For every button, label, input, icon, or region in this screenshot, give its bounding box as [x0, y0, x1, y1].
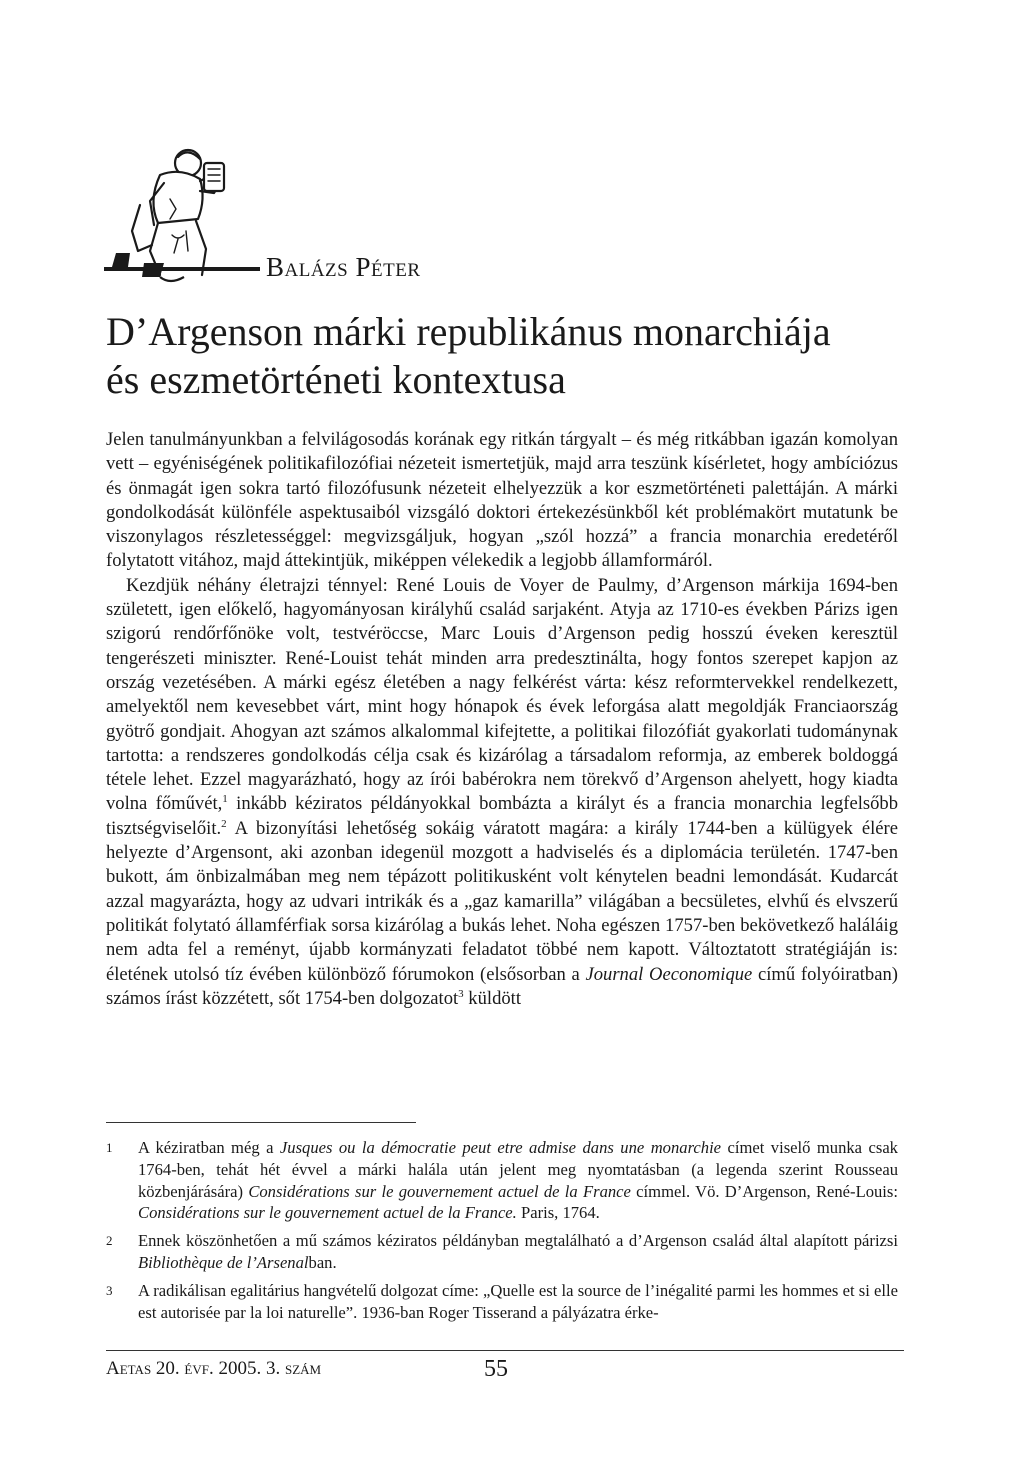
- footnote-number: 2: [106, 1233, 113, 1249]
- footnote-italic: Jusques ou la démocratie peut etre admise dans une monarchie: [279, 1138, 722, 1157]
- footnotes: [106, 1137, 898, 1329]
- footnote-3: [106, 1280, 898, 1324]
- footnote-italic: Bibliothèque de l’Arsenal: [138, 1252, 309, 1272]
- footnote-text: Ennek köszönhetően a mű számos kéziratos példányban megtalálható a d’Argenson család által alapított párizsi: [138, 1231, 898, 1251]
- paragraph-2-text-b: inkább kéziratos példányokkal bombázta a királyt és a francia monarchia legfelsőbb tisztségviselőit.: [106, 793, 899, 839]
- paragraph-2-text-d: című folyóiratban) számos írást közzétett, sőt 1754-ben dolgozatot: [106, 963, 898, 1009]
- article-header: [100, 135, 920, 295]
- paragraph-2-text-a: Kezdjük néhány életrajzi ténnyel: René Louis de Voyer de Paulmy, d’Argenson márkija 1694-ben született, igen előkelő, hagyományosan királyhű család sarjaként. Atyja az 1710-es években Párizs igen szigorú rendőrfőnöke volt, testvéröccse, Marc Louis d’Argenson pedig hosszú éveken keresztül tengerészeti miniszter. René-Louist tehát minden arra predesztinálta, hogy fontos szerepet kapjon az ország vezetésében. A márki egész életében a nagy felkérést várta: kész reformtervekkel rendelkezett, amelyektől nem kevesebbet várt, mint hogy hónapok és évek leforgása alatt megoldják Franciaország gyötrő gondjait. Ahogyan azt számos alkalommal kifejtette, a politikai filozófiát gyakorlati tudománynak tartotta: a rendszeres gondolkodás célja csak és kizárólag a társadalom reformja, az emberek boldoggá tétele lehet. Ezzel magyarázható, hogy az írói babérokra nem törekvő d’Argenson ahelyett, hogy kiadta volna főművét,: [106, 574, 898, 815]
- paragraph-1: Jelen tanulmányunkban a felvilágosodás korának egy ritkán tárgyalt – és még ritkábban igazán komolyan vett – egyéniségének politikafilozófiai nézeteit ismertetjük, majd arra teszünk kísérletet, hogy ambíciózus és önmagát igen sokra tartó filozófusunk nézeteit elhelyezzük a kor eszmetörténeti palettáján. A márki gondolkodását különféle aspektusaiból vizsgáló doktori értekezésünkből két problémakört mutatunk be viszonylagos részletességgel: megvizsgáljuk, hogyan „szól hozzá” a francia monarchia eredetéről folytatott vitához, majd áttekintjük, miképpen vélekedik a legjobb államformáról.: [106, 429, 898, 572]
- footnote-number: 3: [106, 1282, 113, 1298]
- footnote-text: Paris, 1764.: [516, 1203, 600, 1223]
- article-body: [106, 428, 898, 1011]
- footnote-2: [106, 1230, 898, 1274]
- footnote-ref-2[interactable]: 2: [221, 817, 227, 830]
- footnote-text: címet viselő munka csak 1764-ben, tehát hét évvel a márki halála után jelent meg nyomtatásban (a legenda szerint Rousseau közbenjárására): [138, 1138, 898, 1201]
- footer-separator: [106, 1350, 904, 1351]
- reading-man-emblem-icon: [100, 135, 260, 295]
- footnote-ref-3[interactable]: 3: [458, 987, 464, 1000]
- footnote-text: ban.: [308, 1252, 337, 1272]
- paragraph-2-text-c: A bizonyítási lehetőség sokáig váratott magára: a király 1744-ben a külügyek élére helyezte d’Argensont, aki azonban idegenül mozgott a hadviselés és a diplomácia területén. 1747-ben bukott, ám önbizalmában meg nem tépázott politikusként volt kénytelen beadni lemondását. Kudarcát azzal magyarázta, hogy az udvari intrikák és a „gaz kamarilla” világában a becsületes, elvhű és elvszerű politikát folytató államférfiak sorsa kizárólag a bukás lehet. Noha egészen 1757-ben bekövetkező haláláig nem adta fel a reményt, újabb kormányzati feladatot többé nem kapott. Változtatott stratégiáján is: életének utolsó tíz évében különböző fórumokon (elsősorban a: [106, 817, 898, 985]
- footnote-italic: Considérations sur le gouvernement actuel de la France: [248, 1181, 631, 1201]
- footnote-ref-1[interactable]: 1: [222, 793, 228, 806]
- footnote-text: A kéziratban még a: [138, 1138, 280, 1157]
- journal-title-italic: Journal Oeconomique: [585, 963, 753, 985]
- paragraph-2-text-e: küldött: [463, 987, 521, 1009]
- title-line-2: és eszmetörténeti kontextusa: [106, 357, 566, 402]
- journal-citation: Aetas 20. évf. 2005. 3. szám: [106, 1358, 322, 1379]
- footnote-text: A radikálisan egalitárius hangvételű dolgozat címe: „Quelle est la source de l’inégalité parmi les hommes et si elle est autorisée par la loi naturelle”. 1936-ban Roger Tisserand a pályázatra érke-: [138, 1280, 898, 1322]
- footnote-number: 1: [106, 1140, 113, 1155]
- paragraph-2: [106, 574, 898, 1011]
- page-number: 55: [484, 1356, 508, 1382]
- page-footer: [106, 1356, 904, 1396]
- author-name: Balázs Péter: [266, 252, 421, 282]
- footnote-text: címmel. Vö. D’Argenson, René-Louis:: [630, 1181, 898, 1201]
- footnote-italic: Considérations sur le gouvernement actuel de la France.: [138, 1203, 517, 1223]
- footnote-separator: [106, 1122, 416, 1123]
- title-line-1: D’Argenson márki republikánus monarchiája: [106, 309, 831, 354]
- footnote-1: [106, 1137, 898, 1224]
- article-title: [106, 308, 926, 404]
